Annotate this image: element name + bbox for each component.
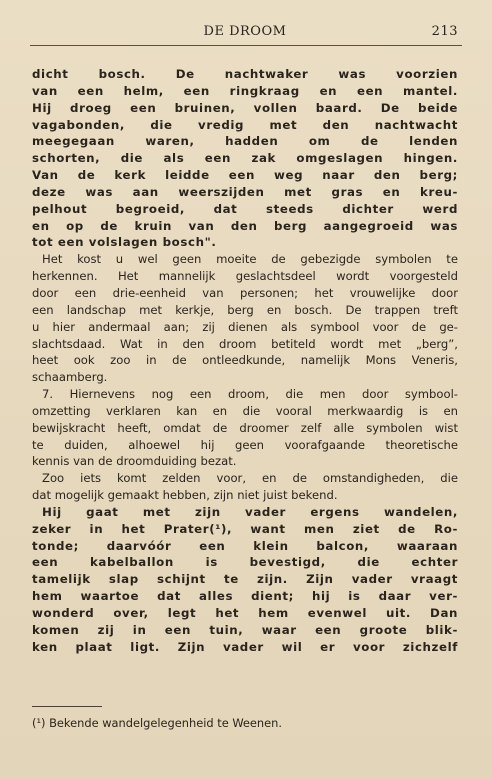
text-line: Zoo iets komt zelden voor, en de omstandigheden, die — [42, 471, 458, 486]
text-line: slachtsdaad. Wat in den droom betiteld wordt met „berg”, — [32, 336, 458, 351]
text-line: dat mogelijk gemaakt hebben, zijn niet juist bekend. — [32, 488, 338, 503]
text-line: schorten, die als een zak omgeslagen hingen. — [32, 151, 458, 166]
text-line: komen zij in een tuin, waar een groote blik- — [32, 622, 458, 637]
chapter-title: DE DROOM — [203, 24, 287, 39]
text-line: pelhout begroeid, dat steeds dichter werd — [32, 201, 458, 216]
text-line: door een drie-eenheid van personen; het vrouwelijke door — [32, 285, 458, 300]
text-line: tot een volslagen bosch". — [32, 235, 217, 250]
text-line: meegegaan waren, hadden om de lenden — [32, 134, 458, 149]
footnote-rule — [32, 706, 102, 707]
text-line: vagabonden, die vredig met den nachtwacht — [32, 117, 458, 132]
text-line: een kabelballon is bevestigd, die echter — [32, 555, 458, 570]
footnote — [32, 716, 458, 730]
text-line: ken plaat ligt. Zijn vader wil er voor zichzelf — [32, 639, 458, 654]
text-line: u hier andermaal aan; zij dienen als symbool voor de ge- — [32, 319, 458, 334]
running-header — [32, 22, 458, 42]
text-line: hem waartoe dat alles dient; hij is daar ver- — [32, 589, 458, 604]
text-line: Het kost u wel geen moeite de gebezigde symbolen te — [42, 252, 458, 267]
footnote-text: Bekende wandelgelegenheid te Weenen. — [49, 716, 282, 730]
text-line: een landschap met kerkje, berg en bosch. De trappen treft — [32, 302, 458, 317]
text-line: en op de kruin van den berg aangegroeid was — [32, 218, 458, 233]
text-line: bewijskracht heeft, omdat de droomer zelf alle symbolen wist — [32, 420, 458, 435]
page-number: 213 — [431, 24, 458, 39]
text-line: heet ook zoo in de ontleedkunde, namelijk Mons Veneris, — [32, 353, 458, 368]
text-line: omzetting verklaren kan en die vooral merkwaardig is en — [32, 403, 458, 418]
text-line: schaamberg. — [32, 370, 108, 385]
text-line: deze was aan weerszijden met gras en kreu- — [32, 184, 458, 199]
text-line: Hij gaat met zijn vader ergens wandelen, — [42, 504, 458, 519]
text-line: Van de kerk leidde een weg naar den berg; — [32, 168, 458, 183]
footnote-marker: (¹) — [32, 716, 46, 730]
text-line: te duiden, alhoewel hij geen voorafgaande theoretische — [32, 437, 458, 452]
body-text — [32, 66, 458, 656]
text-line: Hij droeg een bruinen, vollen baard. De beide — [32, 100, 458, 115]
text-line: wonderd over, legt het hem evenwel uit. Dan — [32, 606, 458, 620]
text-line: kennis van de droomduiding bezat. — [32, 454, 237, 469]
text-line: van een helm, een ringkraag en een mantel. — [32, 83, 458, 98]
text-line: 7. Hiernevens nog een droom, die men door symbool- — [42, 387, 458, 402]
header-rule — [30, 45, 462, 46]
text-line: herkennen. Het mannelijk geslachtsdeel wordt voorgesteld — [32, 269, 458, 284]
text-line: tonde; daarvóór een klein balcon, waaraan — [32, 538, 458, 553]
text-line: zeker in het Prater(¹), want men ziet de Ro- — [32, 521, 458, 536]
text-line: dicht bosch. De nachtwaker was voorzien — [32, 67, 458, 81]
text-line: tamelijk slap schijnt te zijn. Zijn vader vraagt — [32, 572, 458, 587]
